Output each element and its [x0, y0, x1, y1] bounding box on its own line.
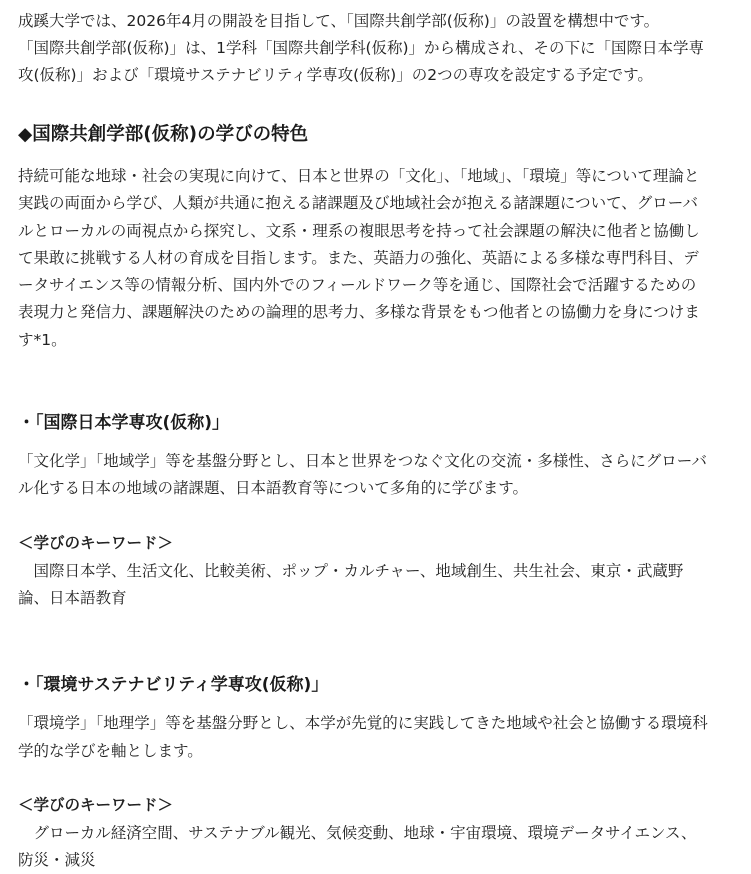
keywords-environment: グローカル経済空間、サステナブル観光、気候変動、地球・宇宙環境、環境データサイエンス、防災・減災	[18, 823, 697, 870]
keywords-international-japan: 国際日本学、生活文化、比較美術、ポップ・カルチャー、地域創生、共生社会、東京・武蔵野論、日本語教育	[18, 561, 684, 607]
feature-body: 持続可能な地球・社会の実現に向けて、日本と世界の「文化」、「地域」、「環境」等について理論と実践の両面から学び、人類が共通に抱える諸課題及び地域社会が抱える諸課題について、グローバルとローカルの両視点から探究し、文系・理系の複眼思考を持って社会課題の解決に他者と協働して果敢に挑戦する人材の育成を目指します。また、英語力の強化、英語による多様な専門科目、データサイエンス等の情報分析、国内外でのフィールドワーク等を通じ、国際社会で活躍するための表現力と発信力、課題解決のための論理的思考力、多様な背景をもつ他者との協働力を身につけます*1。	[18, 167, 700, 349]
major-body-international-japan: 「文化学」「地域学」等を基盤分野とし、日本と世界をつなぐ文化の交流・多様性、さらにグローバル化する日本の地域の諸課題、日本語教育等について多角的に学びます。	[18, 452, 707, 498]
major-heading-environment: ・「環境サステナビリティ学専攻(仮称)」	[18, 675, 329, 696]
intro-paragraph-2: 「国際共創学部(仮称)」は、1学科「国際共創学科(仮称)」から構成され、その下に「国際日本学専攻(仮称)」および「環境サステナビリティ学専攻(仮称)」の2つの専攻を設定する予定です。	[18, 39, 704, 84]
major-body-environment: 「環境学」「地理学」等を基盤分野とし、本学が先覚的に実践してきた地域や社会と協働する環境科学的な学びを軸とします。	[18, 714, 708, 760]
major-heading-international-japan: ・「国際日本学専攻(仮称)」	[18, 413, 230, 434]
keyword-label-international-japan: ＜学びのキーワード＞	[18, 533, 174, 552]
intro-paragraph-1: 成蹊大学では、2026年4月の開設を目指して、「国際共創学部(仮称)」の設置を構想中です。	[18, 12, 660, 30]
feature-heading: ◆国際共創学部(仮称)の学びの特色	[18, 124, 309, 145]
keyword-label-environment: ＜学びのキーワード＞	[18, 795, 174, 814]
